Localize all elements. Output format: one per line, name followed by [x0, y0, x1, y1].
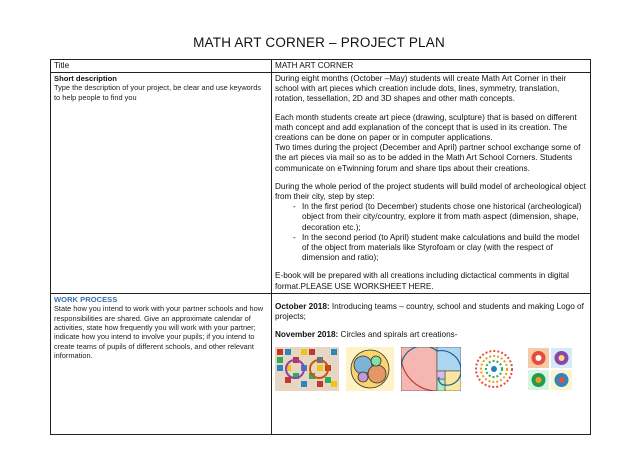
short-description-content-cell: [272, 73, 591, 294]
colored-circles-grid-art-icon: [527, 347, 573, 391]
list-item: - In the first period (to December) students chose one historical (archeological) object from their city/country, explore it from math aspect (dimension, shape, decoration etc.);: [293, 202, 582, 232]
table-header-row: [51, 60, 591, 73]
october-label: October 2018:: [275, 301, 330, 311]
description-paragraph-4: During the whole period of the project students will build model of archeological object from their city, step by step:: [275, 181, 586, 202]
november-text: Circles and spirals art creations-: [338, 330, 458, 340]
november-label: November 2018:: [275, 330, 339, 340]
work-process-hint: State how you intend to work with your partner schools and how responsibilities are shared. Give an approximate calendar of activities, state how frequently you will work with your partner; indicate how you intend to involve your pupils; if you intend to create teams of pupils of different schools, and other relevant information.: [54, 304, 264, 361]
table-row-short-description: [51, 73, 591, 294]
step-2-text: In the second period (to April) student make calculations and build the model of the object from materials like Styrofoam or clay (with the respect of dimension and ratio);: [302, 232, 580, 263]
golden-spiral-art-icon: [401, 347, 461, 391]
mosaic-circles-art-icon: [275, 347, 339, 391]
short-description-label-cell: [51, 73, 272, 294]
work-process-label-cell: [51, 293, 272, 434]
october-text: Introducing teams – country, school and students and making Logo of projects;: [275, 301, 584, 322]
header-cell-project-name: MATH ART CORNER: [272, 60, 591, 73]
project-plan-table: [50, 59, 591, 435]
steps-list: [275, 202, 587, 263]
work-process-content-cell: [272, 293, 591, 434]
november-entry: [275, 330, 587, 340]
description-paragraph-1: During eight months (October –May) students will create Math Art Corner in their school with art pieces which creation include dots, lines, symmetry, translation, rotation, tessellation, 2D and 3D shapes and other math concepts.: [275, 74, 567, 104]
artwork-gallery: [275, 347, 587, 391]
description-paragraph-3: Two times during the project (December and April) partner school exchange some of the art pieces via mail so as to be added in the Math Art School Corners. Students communicate on eTwinning forum and share tips about their creations.: [275, 143, 581, 173]
header-cell-title: Title: [51, 60, 272, 73]
work-process-label: WORK PROCESS: [54, 294, 118, 304]
step-1-text: In the first period (to December) students chose one historical (archeological) object from their city/country, explore it from math aspect (dimension, shape, decoration etc.);: [302, 202, 582, 232]
dot-circles-art-icon: [468, 347, 520, 391]
october-entry: [275, 302, 587, 322]
list-item: - In the second period (to April) student make calculations and build the model of the object from materials like Styrofoam or clay (with the respect of dimension and ratio);: [293, 232, 580, 263]
short-description-hint: Type the description of your project, be clear and use keywords to help people to find you: [54, 83, 262, 102]
description-paragraph-5: E-book will be prepared with all creations including dictactical comments in digital format.PLEASE USE WORKSHEET HERE.: [275, 271, 569, 291]
short-description-label: Short description: [54, 74, 117, 83]
geometric-circles-art-icon: [346, 347, 394, 391]
description-paragraph-2: Each month students create art piece (drawing, sculpture) that is based on different math concept and add explanation of the concept that is used in its creation. The creations can be done on paper or in computer applications.: [275, 112, 577, 143]
page-title: MATH ART CORNER – PROJECT PLAN: [193, 35, 445, 50]
table-row-work-process: [51, 293, 591, 434]
